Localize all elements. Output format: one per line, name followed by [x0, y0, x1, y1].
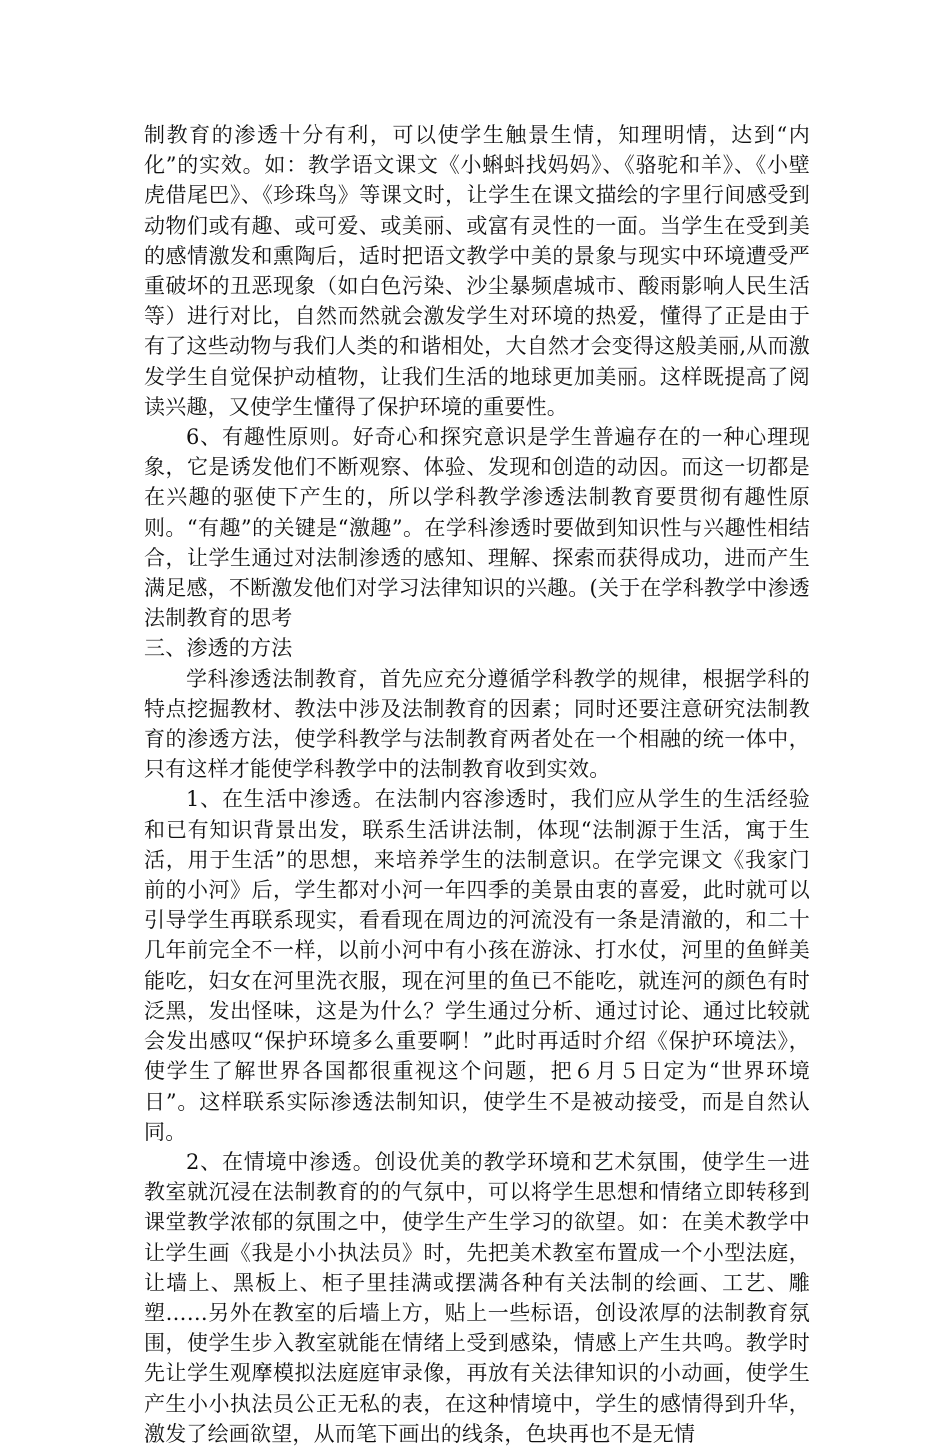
paragraph-principle-6: 6、有趣性原则。好奇心和探究意识是学生普遍存在的一种心理现象，它是诱发他们不断观察、体验、发现和创造的动因。而这一切都是在兴趣的驱使下产生的，所以学科教学渗透法制教育要贯彻有趣性原则。“有趣”的关键是“激趣”。在学科渗透时要做到知识性与兴趣性相结合，让学生通过对法制渗透的感知、理解、探索而获得成功，进而产生满足感，不断激发他们对学习法律知识的兴趣。(关于在学科教学中渗透法制教育的思考: [144, 425, 810, 631]
document-body: [144, 120, 810, 1449]
paragraph-methods-intro: 学科渗透法制教育，首先应充分遵循学科教学的规律，根据学科的特点挖掘教材、教法中涉及法制教育的因素；同时还要注意研究法制教育的渗透方法，使学科教学与法制教育两者处在一个相融的统一体中，只有这样才能使学科教学中的法制教育收到实效。: [144, 666, 810, 782]
paragraph-continued: 制教育的渗透十分有利，可以使学生触景生情，知理明情，达到“内化”的实效。如：教学语文课文《小蝌蚪找妈妈》、《骆驼和羊》、《小壁虎借尾巴》、《珍珠鸟》等课文时，让学生在课文描绘的字里行间感受到动物们或有趣、或可爱、或美丽、或富有灵性的一面。当学生在受到美的感情激发和熏陶后，适时把语文教学中美的景象与现实中环境遭受严重破坏的丑恶现象（如白色污染、沙尘暴频虐城市、酸雨影响人民生活等）进行对比，自然而然就会激发学生对环境的热爱，懂得了正是由于有了这些动物与我们人类的和谐相处，大自然才会变得这般美丽,从而激发学生自觉保护动植物，让我们生活的地球更加美丽。这样既提高了阅读兴趣，又使学生懂得了保护环境的重要性。: [144, 123, 810, 419]
paragraph-method-1: 1、在生活中渗透。在法制内容渗透时，我们应从学生的生活经验和已有知识背景出发，联系生活讲法制，体现“法制源于生活，寓于生活，用于生活”的思想，来培养学生的法制意识。在学完课文《我家门前的小河》后，学生都对小河一年四季的美景由衷的喜爱，此时就可以引导学生再联系现实，看看现在周边的河流没有一条是清澈的，和二十几年前完全不一样，以前小河中有小孩在游泳、打水仗，河里的鱼鲜美能吃，妇女在河里洗衣服，现在河里的鱼已不能吃，就连河的颜色有时泛黑，发出怪味，这是为什么？学生通过分析、通过讨论、通过比较就会发出感叹“保护环境多么重要啊！”此时再适时介绍《保护环境法》，使学生了解世界各国都很重视这个问题，把６月５日定为“世界环境日”。这样联系实际渗透法制知识，使学生不是被动接受，而是自然认同。: [144, 787, 810, 1144]
section-heading-3: 三、渗透的方法: [144, 636, 293, 661]
paragraph-method-2: 2、在情境中渗透。创设优美的教学环境和艺术氛围，使学生一进教室就沉浸在法制教育的的气氛中，可以将学生思想和情绪立即转移到课堂教学浓郁的氛围之中，使学生产生学习的欲望。如：在美术教学中让学生画《我是小小执法员》时，先把美术教室布置成一个小型法庭，让墙上、黑板上、柜子里挂满或摆满各种有关法制的绘画、工艺、雕塑……另外在教室的后墙上方，贴上一些标语，创设浓厚的法制教育氛围，使学生步入教室就能在情绪上受到感染，情感上产生共鸣。教学时先让学生观摩模拟法庭庭审录像，再放有关法律知识的小动画，使学生产生小小执法员公正无私的表，在这种情境中，学生的感情得到升华，激发了绘画欲望，从而笔下画出的线条，色块再也不是无情: [144, 1149, 810, 1446]
